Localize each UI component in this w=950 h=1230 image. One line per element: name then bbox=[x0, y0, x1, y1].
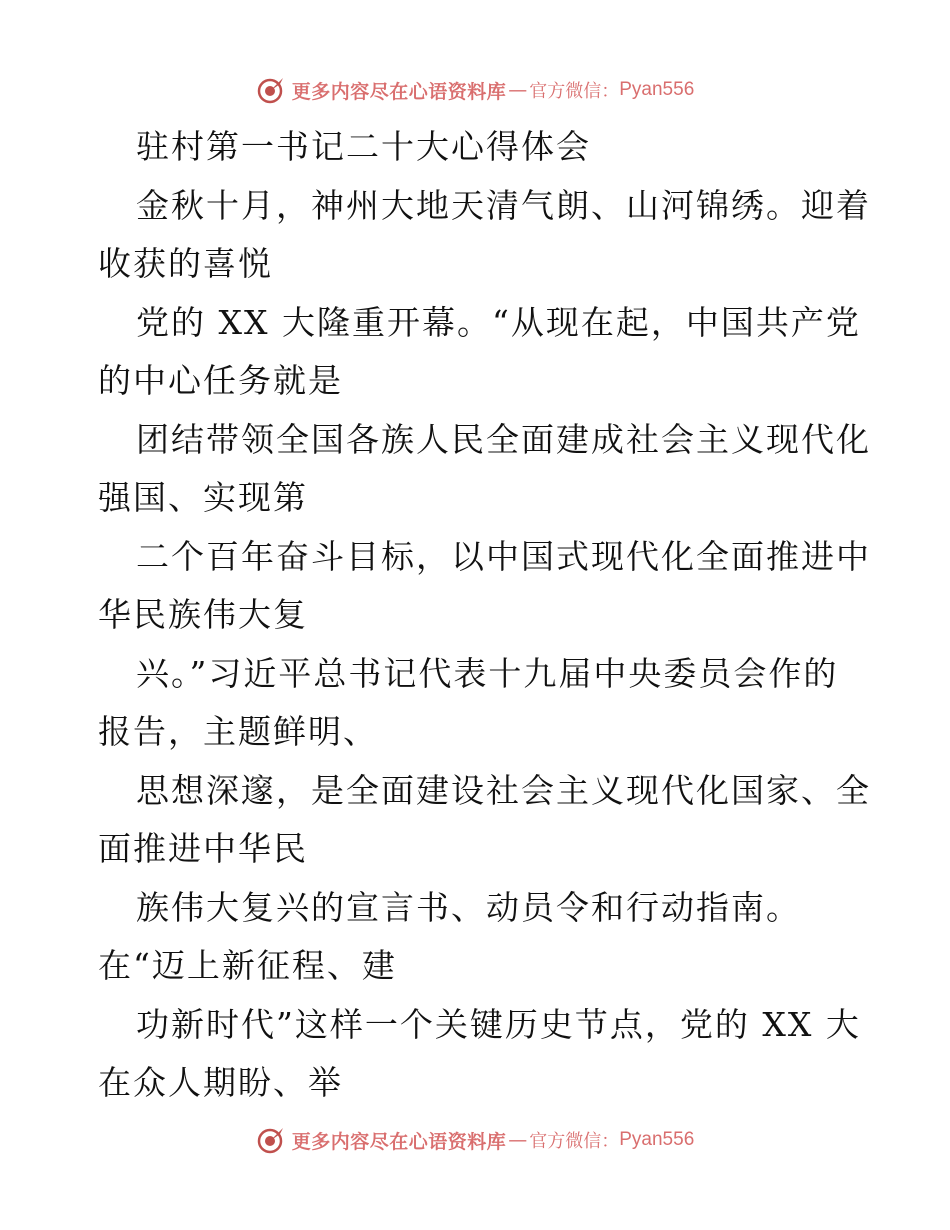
paragraph-line: 在众人期盼、举 bbox=[98, 1063, 343, 1102]
watermark-suffix-text: 官方微信： bbox=[529, 81, 620, 102]
watermark-id-text: Pyan556 bbox=[619, 79, 695, 100]
paragraph-line: 思想深邃，是全面建设社会主义现代化国家、全 bbox=[136, 770, 871, 810]
paragraph-line: 功新时代”这样一个关键历史节点，党的 XX 大 bbox=[136, 1004, 861, 1044]
document-title: 驻村第一书记二十大心得体会 bbox=[136, 127, 591, 166]
watermark-suffix-text: 官方微信： bbox=[529, 1131, 620, 1152]
watermark-banner-top bbox=[0, 70, 950, 110]
paragraph-line: 收获的喜悦 bbox=[98, 244, 273, 283]
document-body bbox=[98, 118, 871, 1113]
watermark-main-text: 更多内容尽在心语资料库 bbox=[291, 80, 507, 103]
paragraph-line: 金秋十月，神州大地天清气朗、山河锦绣。迎着 bbox=[136, 185, 871, 225]
paragraph-line: 党的 XX 大隆重开幕。“从现在起，中国共产党 bbox=[136, 302, 861, 342]
watermark-id-text: Pyan556 bbox=[619, 1129, 695, 1150]
paragraph-line: 兴。”习近平总书记代表十九届中央委员会作的 bbox=[136, 653, 839, 693]
watermark-dash: — bbox=[508, 1129, 528, 1151]
paragraph-line: 报告，主题鲜明、 bbox=[98, 712, 378, 751]
watermark-dash: — bbox=[508, 79, 528, 101]
paragraph-line: 面推进中华民 bbox=[98, 829, 308, 868]
watermark-main-text: 更多内容尽在心语资料库 bbox=[291, 1130, 507, 1153]
quill-logo-icon bbox=[256, 75, 286, 105]
quill-logo-icon bbox=[256, 1125, 286, 1155]
paragraph-line: 团结带领全国各族人民全面建成社会主义现代化 bbox=[136, 419, 871, 459]
paragraph-line: 的中心任务就是 bbox=[98, 361, 343, 400]
watermark-banner-bottom bbox=[0, 1120, 950, 1160]
paragraph-line: 族伟大复兴的宣言书、动员令和行动指南。 bbox=[136, 887, 801, 927]
paragraph-line: 二个百年奋斗目标，以中国式现代化全面推进中 bbox=[136, 536, 871, 576]
paragraph-line: 强国、实现第 bbox=[98, 478, 308, 517]
paragraph-line: 华民族伟大复 bbox=[98, 595, 308, 634]
paragraph-line: 在“迈上新征程、建 bbox=[98, 946, 397, 985]
